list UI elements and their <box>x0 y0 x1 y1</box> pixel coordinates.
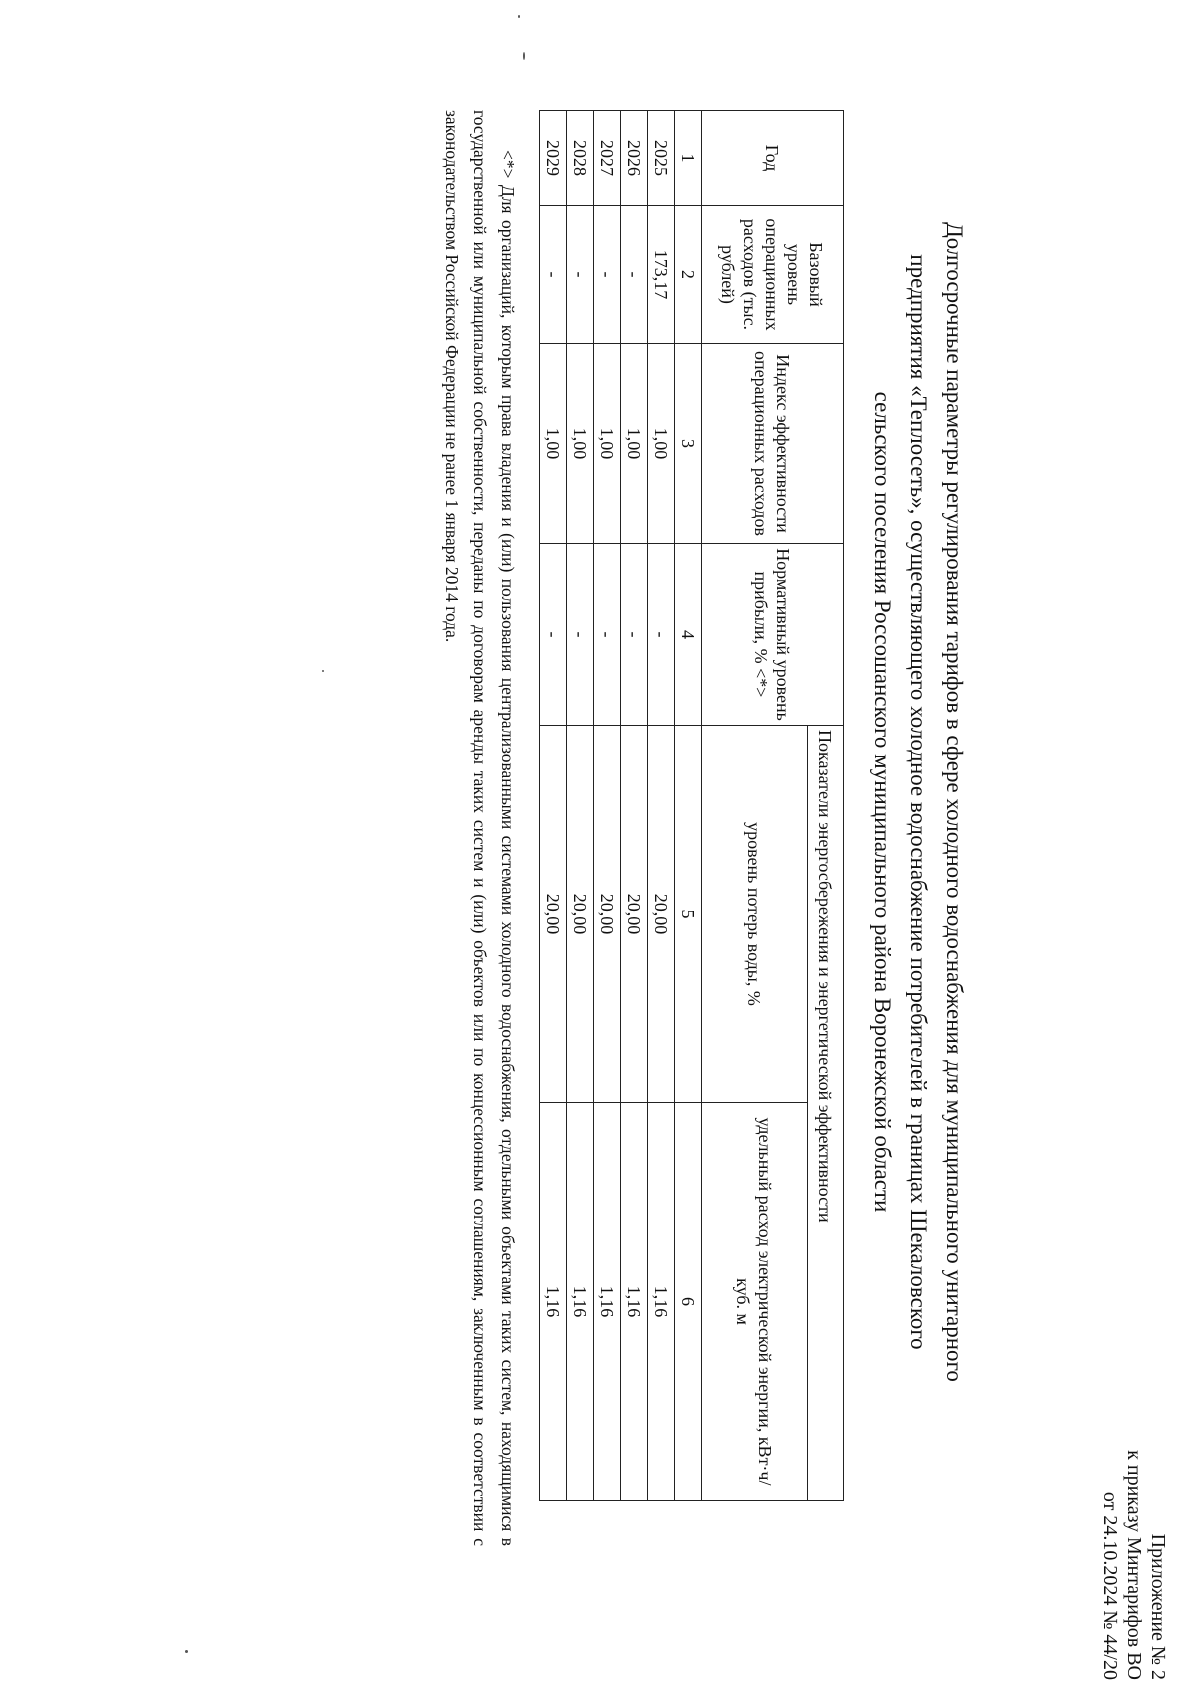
column-number: 2 <box>675 206 702 344</box>
cell-profit-level: - <box>540 544 567 726</box>
title-line: предприятия «Теплосеть», осуществляющего холодное водоснабжение потребителей в границах Шекаловского <box>906 254 931 1350</box>
cell-efficiency-index: 1,00 <box>594 344 621 544</box>
cell-base-cost: - <box>567 206 594 344</box>
cell-year: 2026 <box>621 111 648 206</box>
table-row <box>621 111 648 1501</box>
header-efficiency-index: Индекс эффективности операционных расходов <box>702 344 844 544</box>
scan-speck <box>185 1650 188 1653</box>
header-profit-level: Нормативный уровень прибыли, % <*> <box>702 544 844 726</box>
cell-year: 2025 <box>648 111 675 206</box>
table-row <box>594 111 621 1501</box>
cell-profit-level: - <box>594 544 621 726</box>
header-water-loss: уровень потерь воды, % <box>702 726 808 1103</box>
footnote-text: <*> Для организаций, которым права владения и (или) пользования централизованными системами холодного водоснабжения, отдельными объектами таких систем, находящимися в государственной или муниципальной собственности, переданы по договорам аренды таких систем и (или) объектов или по концессионным соглашениям, заключенным в соответствии с законодательством Российской Федерации не ранее 1 января 2014 года. <box>442 110 518 1546</box>
scan-speck <box>518 15 520 18</box>
cell-year: 2028 <box>567 111 594 206</box>
column-number: 1 <box>675 111 702 206</box>
cell-base-cost: - <box>621 206 648 344</box>
column-number: 6 <box>675 1103 702 1501</box>
cell-efficiency-index: 1,00 <box>540 344 567 544</box>
header-base-cost: Базовый уровень операционных расходов (тыс. рублей) <box>702 206 844 344</box>
cell-base-cost: 173,17 <box>648 206 675 344</box>
cell-energy-use: 1,16 <box>594 1103 621 1501</box>
cell-energy-use: 1,16 <box>621 1103 648 1501</box>
column-number-row <box>675 111 702 1501</box>
header-year: Год <box>702 111 844 206</box>
cell-efficiency-index: 1,00 <box>567 344 594 544</box>
column-number: 4 <box>675 544 702 726</box>
header-energy-group: Показатели энергосбережения и энергетической эффективности <box>808 726 844 1501</box>
cell-water-loss: 20,00 <box>648 726 675 1103</box>
table-header-row <box>808 111 844 1501</box>
cell-energy-use: 1,16 <box>540 1103 567 1501</box>
header-energy-use: удельный расход электрической энергии, кВт·ч/куб. м <box>702 1103 808 1501</box>
column-number: 5 <box>675 726 702 1103</box>
column-number: 3 <box>675 344 702 544</box>
order-reference: к приказу Минтарифов ВО <box>1123 1450 1145 1680</box>
cell-efficiency-index: 1,00 <box>621 344 648 544</box>
cell-water-loss: 20,00 <box>594 726 621 1103</box>
table-row <box>540 111 567 1501</box>
cell-year: 2027 <box>594 111 621 206</box>
cell-water-loss: 20,00 <box>567 726 594 1103</box>
cell-profit-level: - <box>648 544 675 726</box>
cell-energy-use: 1,16 <box>648 1103 675 1501</box>
table-row <box>567 111 594 1501</box>
footnote <box>438 110 522 1546</box>
scan-speck <box>523 52 525 60</box>
title-line: сельского поселения Россошанского муниципального района Воронежской области <box>870 391 895 1213</box>
table-row <box>648 111 675 1501</box>
cell-profit-level: - <box>567 544 594 726</box>
appendix-number: Приложение № 2 <box>1147 1533 1169 1680</box>
document-title <box>864 60 972 1544</box>
title-line: Долгосрочные параметры регулирования тарифов в сфере холодного водоснабжения для муниципального унитарного <box>942 222 967 1382</box>
cell-profit-level: - <box>621 544 648 726</box>
cell-water-loss: 20,00 <box>621 726 648 1103</box>
cell-year: 2029 <box>540 111 567 206</box>
parameters-table <box>539 110 844 1501</box>
appendix-header <box>1098 1220 1170 1680</box>
cell-water-loss: 20,00 <box>540 726 567 1103</box>
cell-base-cost: - <box>540 206 567 344</box>
scan-speck <box>322 670 324 672</box>
cell-energy-use: 1,16 <box>567 1103 594 1501</box>
cell-base-cost: - <box>594 206 621 344</box>
order-date: от 24.10.2024 № 44/20 <box>1099 1491 1121 1680</box>
cell-efficiency-index: 1,00 <box>648 344 675 544</box>
